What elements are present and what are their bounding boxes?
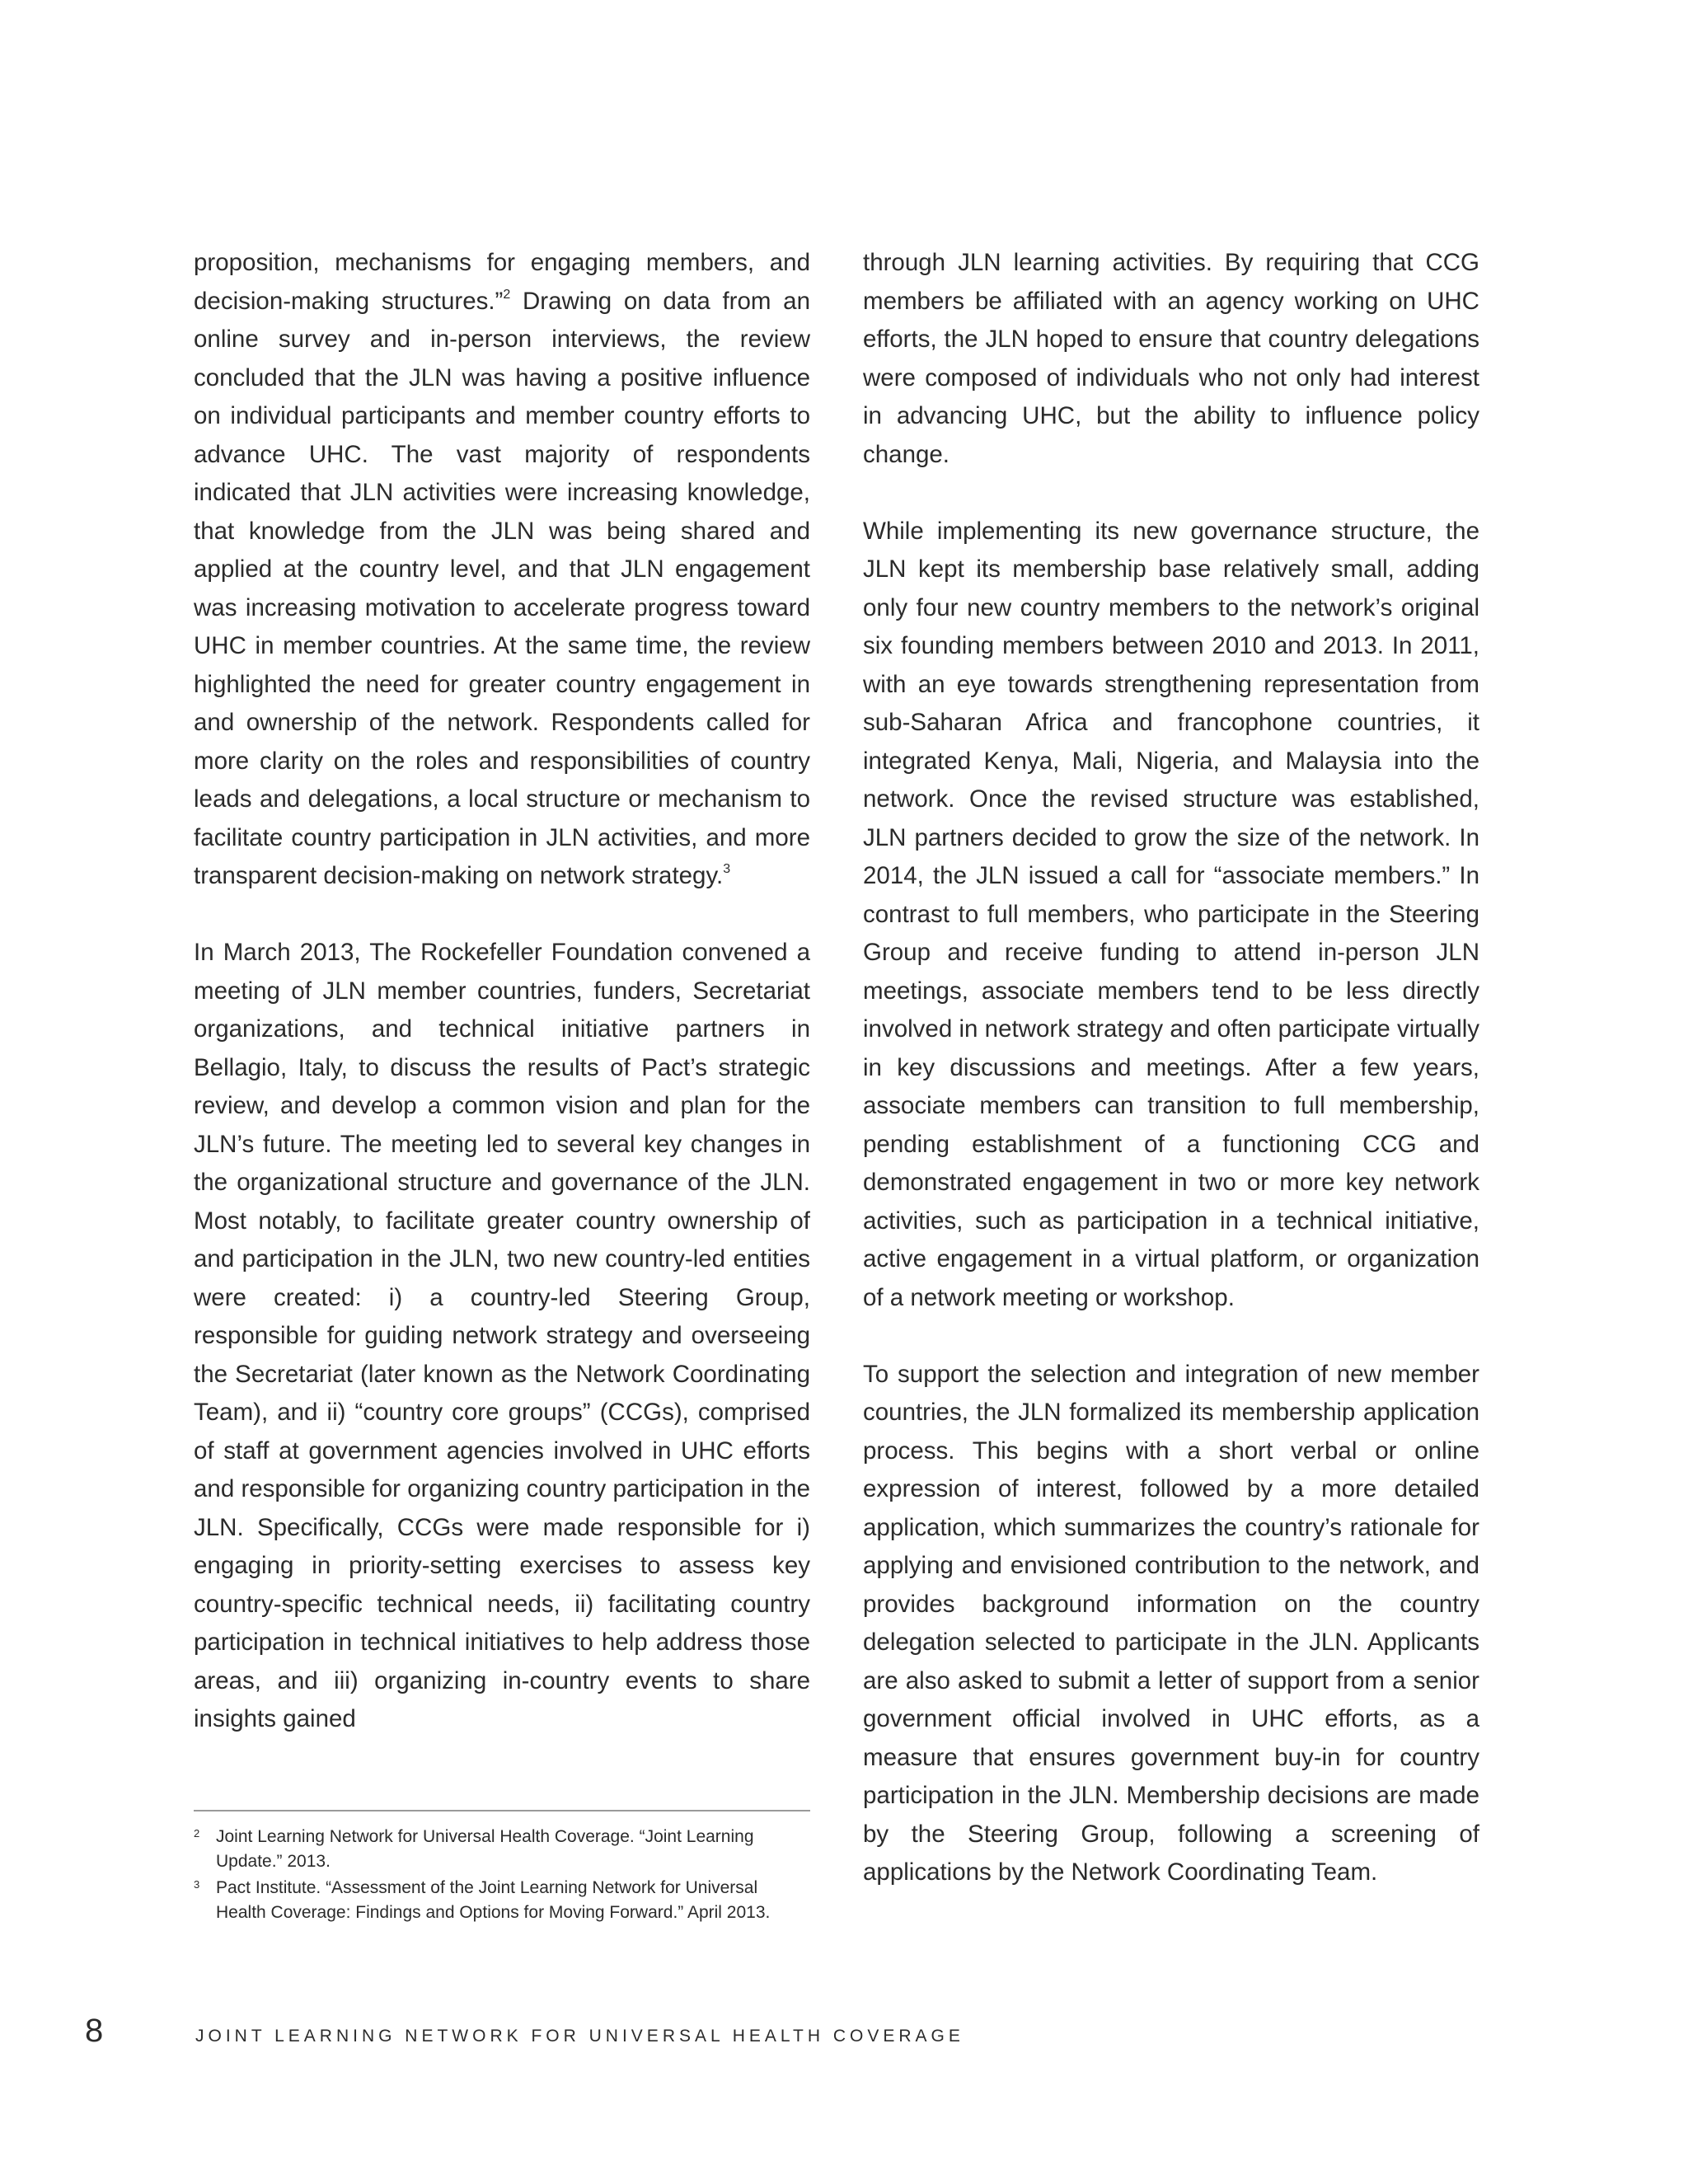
left-paragraph-1-part-b: Drawing on data from an online survey and in-person interviews, the review concluded that the JLN was having a positive influence on individual participants and member country efforts to advance UHC. The vast majority of respondents indicated that JLN activities were increasing knowledge, that knowledge from the JLN was being shared and applied at the country level, and that JLN engagement was increasing motivation to accelerate progress toward UHC in member countries. At the same time, the review highlighted the need for greater country engagement in and ownership of the network. Respondents called for more clarity on the roles and responsibilities of country leads and delegations, a local structure or mechanism to facilitate country participation in JLN activities, and more transparent decision-making on network strategy. xyxy=(194,287,810,889)
right-paragraph-2: While implementing its new governance structure, the JLN kept its membership base relatively small, adding only four new country members to the network’s original six founding members between 2010 and 2013. In 2011, with an eye towards strengthening representation from sub-Saharan Africa and francophone countries, it integrated Kenya, Mali, Nigeria, and Malaysia into the network. Once the revised structure was established, JLN partners decided to grow the size of the network. In 2014, the JLN issued a call for “associate members.” In contrast to full members, who participate in the Steering Group and receive funding to attend in-person JLN meetings, associate members tend to be less directly involved in network strategy and often participate virtually in key discussions and meetings. After a few years, associate members can transition to full membership, pending establishment of a functioning CCG and demonstrated engagement in two or more key network activities, such as participation in a technical initiative, active engagement in a virtual platform, or organization of a network meeting or workshop. xyxy=(863,517,1479,1311)
footnote-ref-2: 2 xyxy=(503,287,511,302)
footnote-ref-3: 3 xyxy=(723,862,731,877)
footnote-2 xyxy=(194,1825,810,1874)
footnotes xyxy=(194,1810,810,1927)
footnote-number: 2 xyxy=(194,1827,200,1840)
footnote-text: Joint Learning Network for Universal Health Coverage. “Joint Learning Update.” 2013. xyxy=(216,1827,754,1871)
right-column xyxy=(863,244,1479,1892)
left-column xyxy=(194,244,810,1739)
right-paragraph-3: To support the selection and integration of new member countries, the JLN formalized its membership application process. This begins with a short verbal or online expression of interest, followed by a more detailed application, which summarizes the country’s rationale for applying and envisioned contribution to the network, and provides background information on the country delegation selected to participate in the JLN. Applicants are also asked to submit a letter of support from a senior government official involved in UHC efforts, as a measure that ensures government buy-in for country participation in the JLN. Membership decisions are made by the Steering Group, following a screening of applications by the Network Coordinating Team. xyxy=(863,1360,1479,1886)
left-paragraph-1-part-a: proposition, mechanisms for engaging members, and decision-making structures.” xyxy=(194,249,810,315)
footnote-number: 3 xyxy=(194,1878,200,1891)
left-paragraph-2: In March 2013, The Rockefeller Foundation convened a meeting of JLN member countries, funders, Secretariat organizations, and technical initiative partners in Bellagio, Italy, to discuss the results of Pact’s strategic review, and develop a common vision and plan for the JLN’s future. The meeting led to several key changes in the organizational structure and governance of the JLN. Most notably, to facilitate greater country ownership of and participation in the JLN, two new country-led entities were created: i) a country-led Steering Group, responsible for guiding network strategy and overseeing the Secretariat (later known as the Network Coordinating Team), and ii) “country core groups” (CCGs), comprised of staff at government agencies involved in UHC efforts and responsible for organizing country participation in the JLN. Specifically, CCGs were made responsible for i) engaging in priority-setting exercises to assess key country-specific technical needs, ii) facilitating country participation in technical initiatives to help address those areas, and iii) organizing in-country events to share insights gained xyxy=(194,939,810,1732)
running-title: JOINT LEARNING NETWORK FOR UNIVERSAL HEALTH COVERAGE xyxy=(195,2027,964,2046)
footnote-text: Pact Institute. “Assessment of the Joint Learning Network for Universal Health Coverage: Findings and Options for Moving Forward.” April 2013. xyxy=(216,1878,771,1922)
page-number: 8 xyxy=(85,2013,104,2049)
right-paragraph-1: through JLN learning activities. By requiring that CCG members be affiliated with an agency working on UHC efforts, the JLN hoped to ensure that country delegations were composed of individuals who not only had interest in advancing UHC, but the ability to influence policy change. xyxy=(863,249,1479,468)
footnote-3 xyxy=(194,1876,810,1925)
left-paragraph-1 xyxy=(194,244,810,896)
